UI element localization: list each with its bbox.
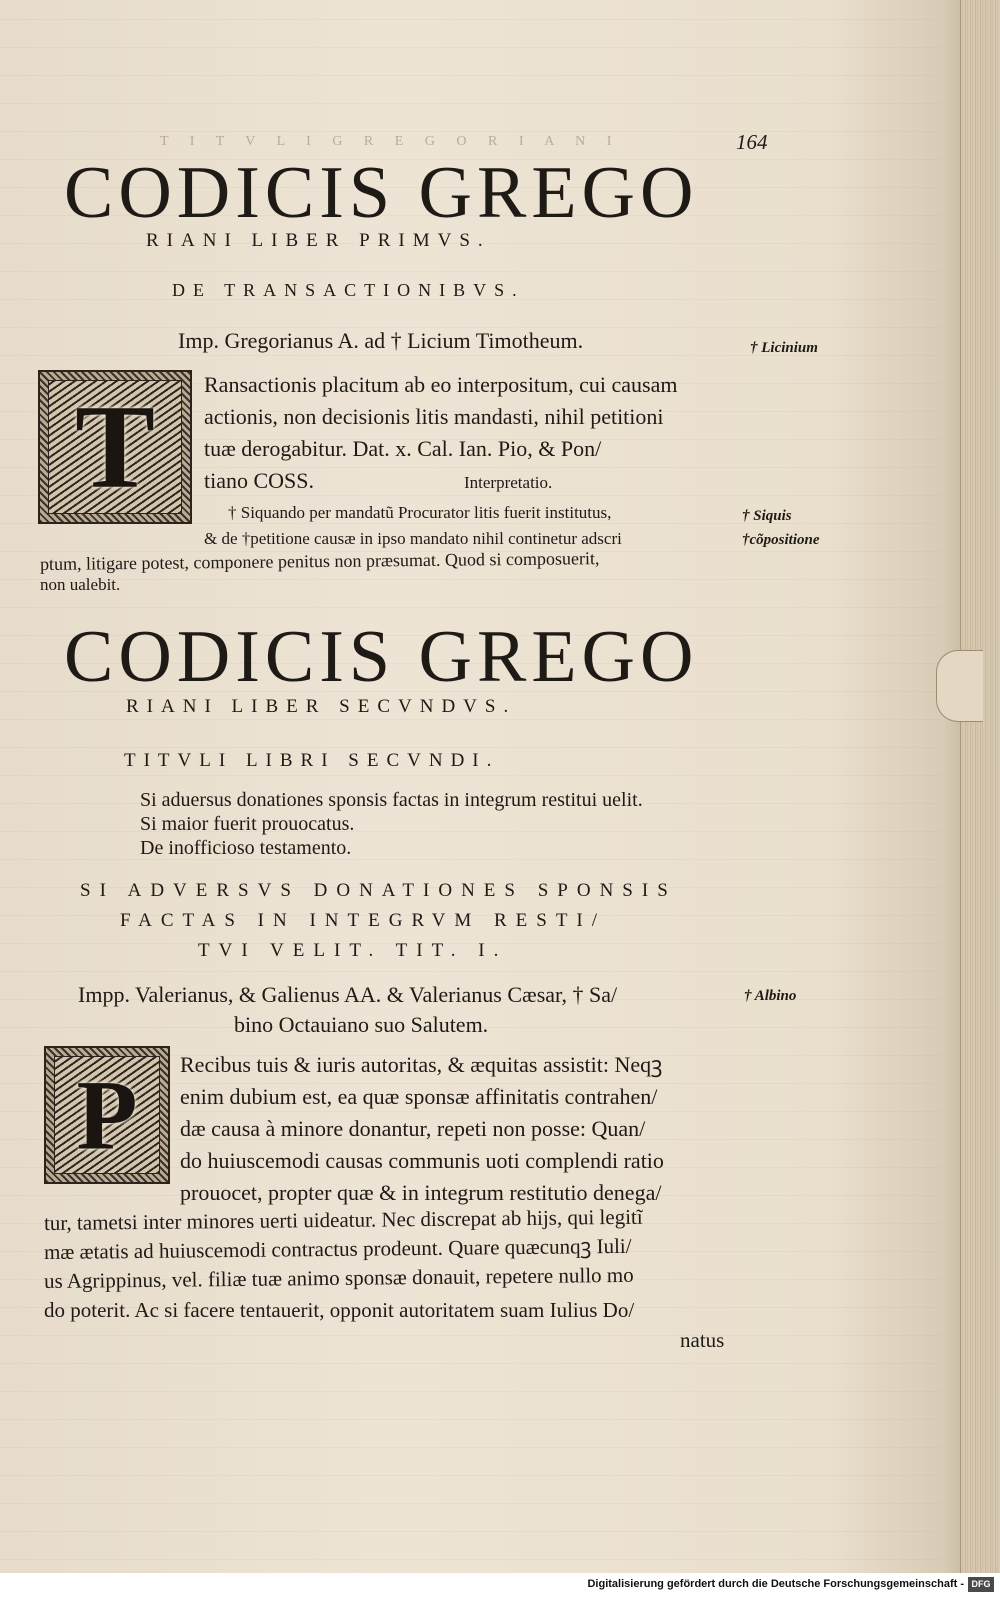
book2-line-2: enim dubium est, ea quæ sponsæ affinitatis contrahen/ bbox=[180, 1084, 658, 1109]
decorated-initial-t bbox=[38, 370, 192, 524]
book2-line-9: do poterit. Ac si facere tentauerit, opponit autoritatem suam Iulius Do/ bbox=[44, 1298, 635, 1322]
interp-line-3: ptum, litigare potest, componere penitus non præsumat. Quod si composuerit, bbox=[39, 548, 600, 574]
margin-note-compositione: †cõpositione bbox=[742, 532, 820, 548]
book2-subheading: RIANI LIBER SECVNDVS. bbox=[126, 696, 517, 717]
footer-bar bbox=[0, 1573, 1000, 1597]
book1-line-3: tuæ derogabitur. Dat. x. Cal. Ian. Pio, & Pon/ bbox=[204, 436, 602, 461]
initial-letter: P bbox=[76, 1059, 138, 1171]
toc-item-1: Si aduersus donationes sponsis factas in integrum restitui uelit. bbox=[140, 789, 643, 811]
interp-line-4: non ualebit. bbox=[40, 575, 121, 594]
book1-title: DE TRANSACTIONIBVS. bbox=[172, 280, 525, 300]
tit1-title-line-1: SI ADVERSVS DONATIONES SPONSIS bbox=[80, 880, 677, 901]
book2-line-7: mæ ætatis ad huiuscemodi contractus prodeunt. Quare quæcunqꝫ Iuli/ bbox=[43, 1233, 632, 1264]
toc-item-3: De inofficioso testamento. bbox=[140, 837, 352, 859]
book1-line-2: actionis, non decisionis litis mandasti, nihil petitioni bbox=[204, 404, 664, 429]
interp-line-2: & de †petitione causæ in ipso mandato nihil continetur adscri bbox=[204, 529, 622, 548]
book1-heading: CODICIS GREGO bbox=[64, 152, 699, 234]
book1-subheading: RIANI LIBER PRIMVS. bbox=[146, 230, 491, 251]
interp-line-1: † Siquando per mandatũ Procurator litis fuerit institutus, bbox=[228, 503, 612, 522]
book1-line-4: tiano COSS. bbox=[204, 468, 315, 493]
page-number: 164 bbox=[736, 130, 768, 154]
interpretatio-label: Interpretatio. bbox=[464, 473, 553, 492]
dfg-logo: DFG bbox=[968, 1577, 994, 1592]
page-edges bbox=[960, 0, 1000, 1573]
book2-line-8: us Agrippinus, vel. filiæ tuæ animo sponsæ donauit, repetere nullo mo bbox=[43, 1262, 634, 1293]
book2-address-line-1: Impp. Valerianus, & Galienus AA. & Valerianus Cæsar, † Sa/ bbox=[78, 982, 618, 1007]
decorated-initial-p bbox=[44, 1046, 170, 1184]
book1-line-1: Ransactionis placitum ab eo interpositum, cui causam bbox=[204, 372, 678, 397]
tituli-heading: TITVLI LIBRI SECVNDI. bbox=[124, 750, 500, 771]
book2-line-5: prouocet, propter quæ & in integrum restitutio denega/ bbox=[180, 1180, 662, 1205]
book2-line-4: do huiuscemodi causas communis uoti complendi ratio bbox=[180, 1148, 664, 1173]
book2-heading: CODICIS GREGO bbox=[64, 616, 699, 698]
margin-note-albino: † Albino bbox=[744, 988, 797, 1004]
book2-catchword: natus bbox=[680, 1328, 725, 1352]
bleed-through-header: T I T V L I G R E G O R I A N I bbox=[160, 134, 621, 149]
tit1-title-line-2: FACTAS IN INTEGRVM RESTI/ bbox=[120, 910, 607, 931]
margin-note-licinium: † Licinium bbox=[750, 340, 818, 356]
initial-letter: T bbox=[74, 380, 156, 513]
book2-line-3: dæ causa à minore donantur, repeti non posse: Quan/ bbox=[180, 1116, 646, 1141]
book2-line-1: Recibus tuis & iuris autoritas, & æquitas assistit: Neqꝫ bbox=[180, 1052, 663, 1077]
book1-address: Imp. Gregorianus A. ad † Licium Timotheum. bbox=[178, 328, 584, 353]
bookmark-tab bbox=[936, 650, 983, 722]
margin-note-siquis: † Siquis bbox=[742, 508, 792, 524]
book2-address-line-2: bino Octauiano suo Salutem. bbox=[234, 1012, 489, 1037]
footer-credit: Digitalisierung gefördert durch die Deutsche Forschungsgemeinschaft - bbox=[587, 1578, 964, 1590]
book2-line-6: tur, tametsi inter minores uerti uideatur. Nec discrepat ab hijs, qui legitĩ bbox=[43, 1204, 643, 1235]
tit1-title-line-3: TVI VELIT. TIT. I. bbox=[198, 940, 508, 961]
toc-item-2: Si maior fuerit prouocatus. bbox=[140, 813, 355, 835]
